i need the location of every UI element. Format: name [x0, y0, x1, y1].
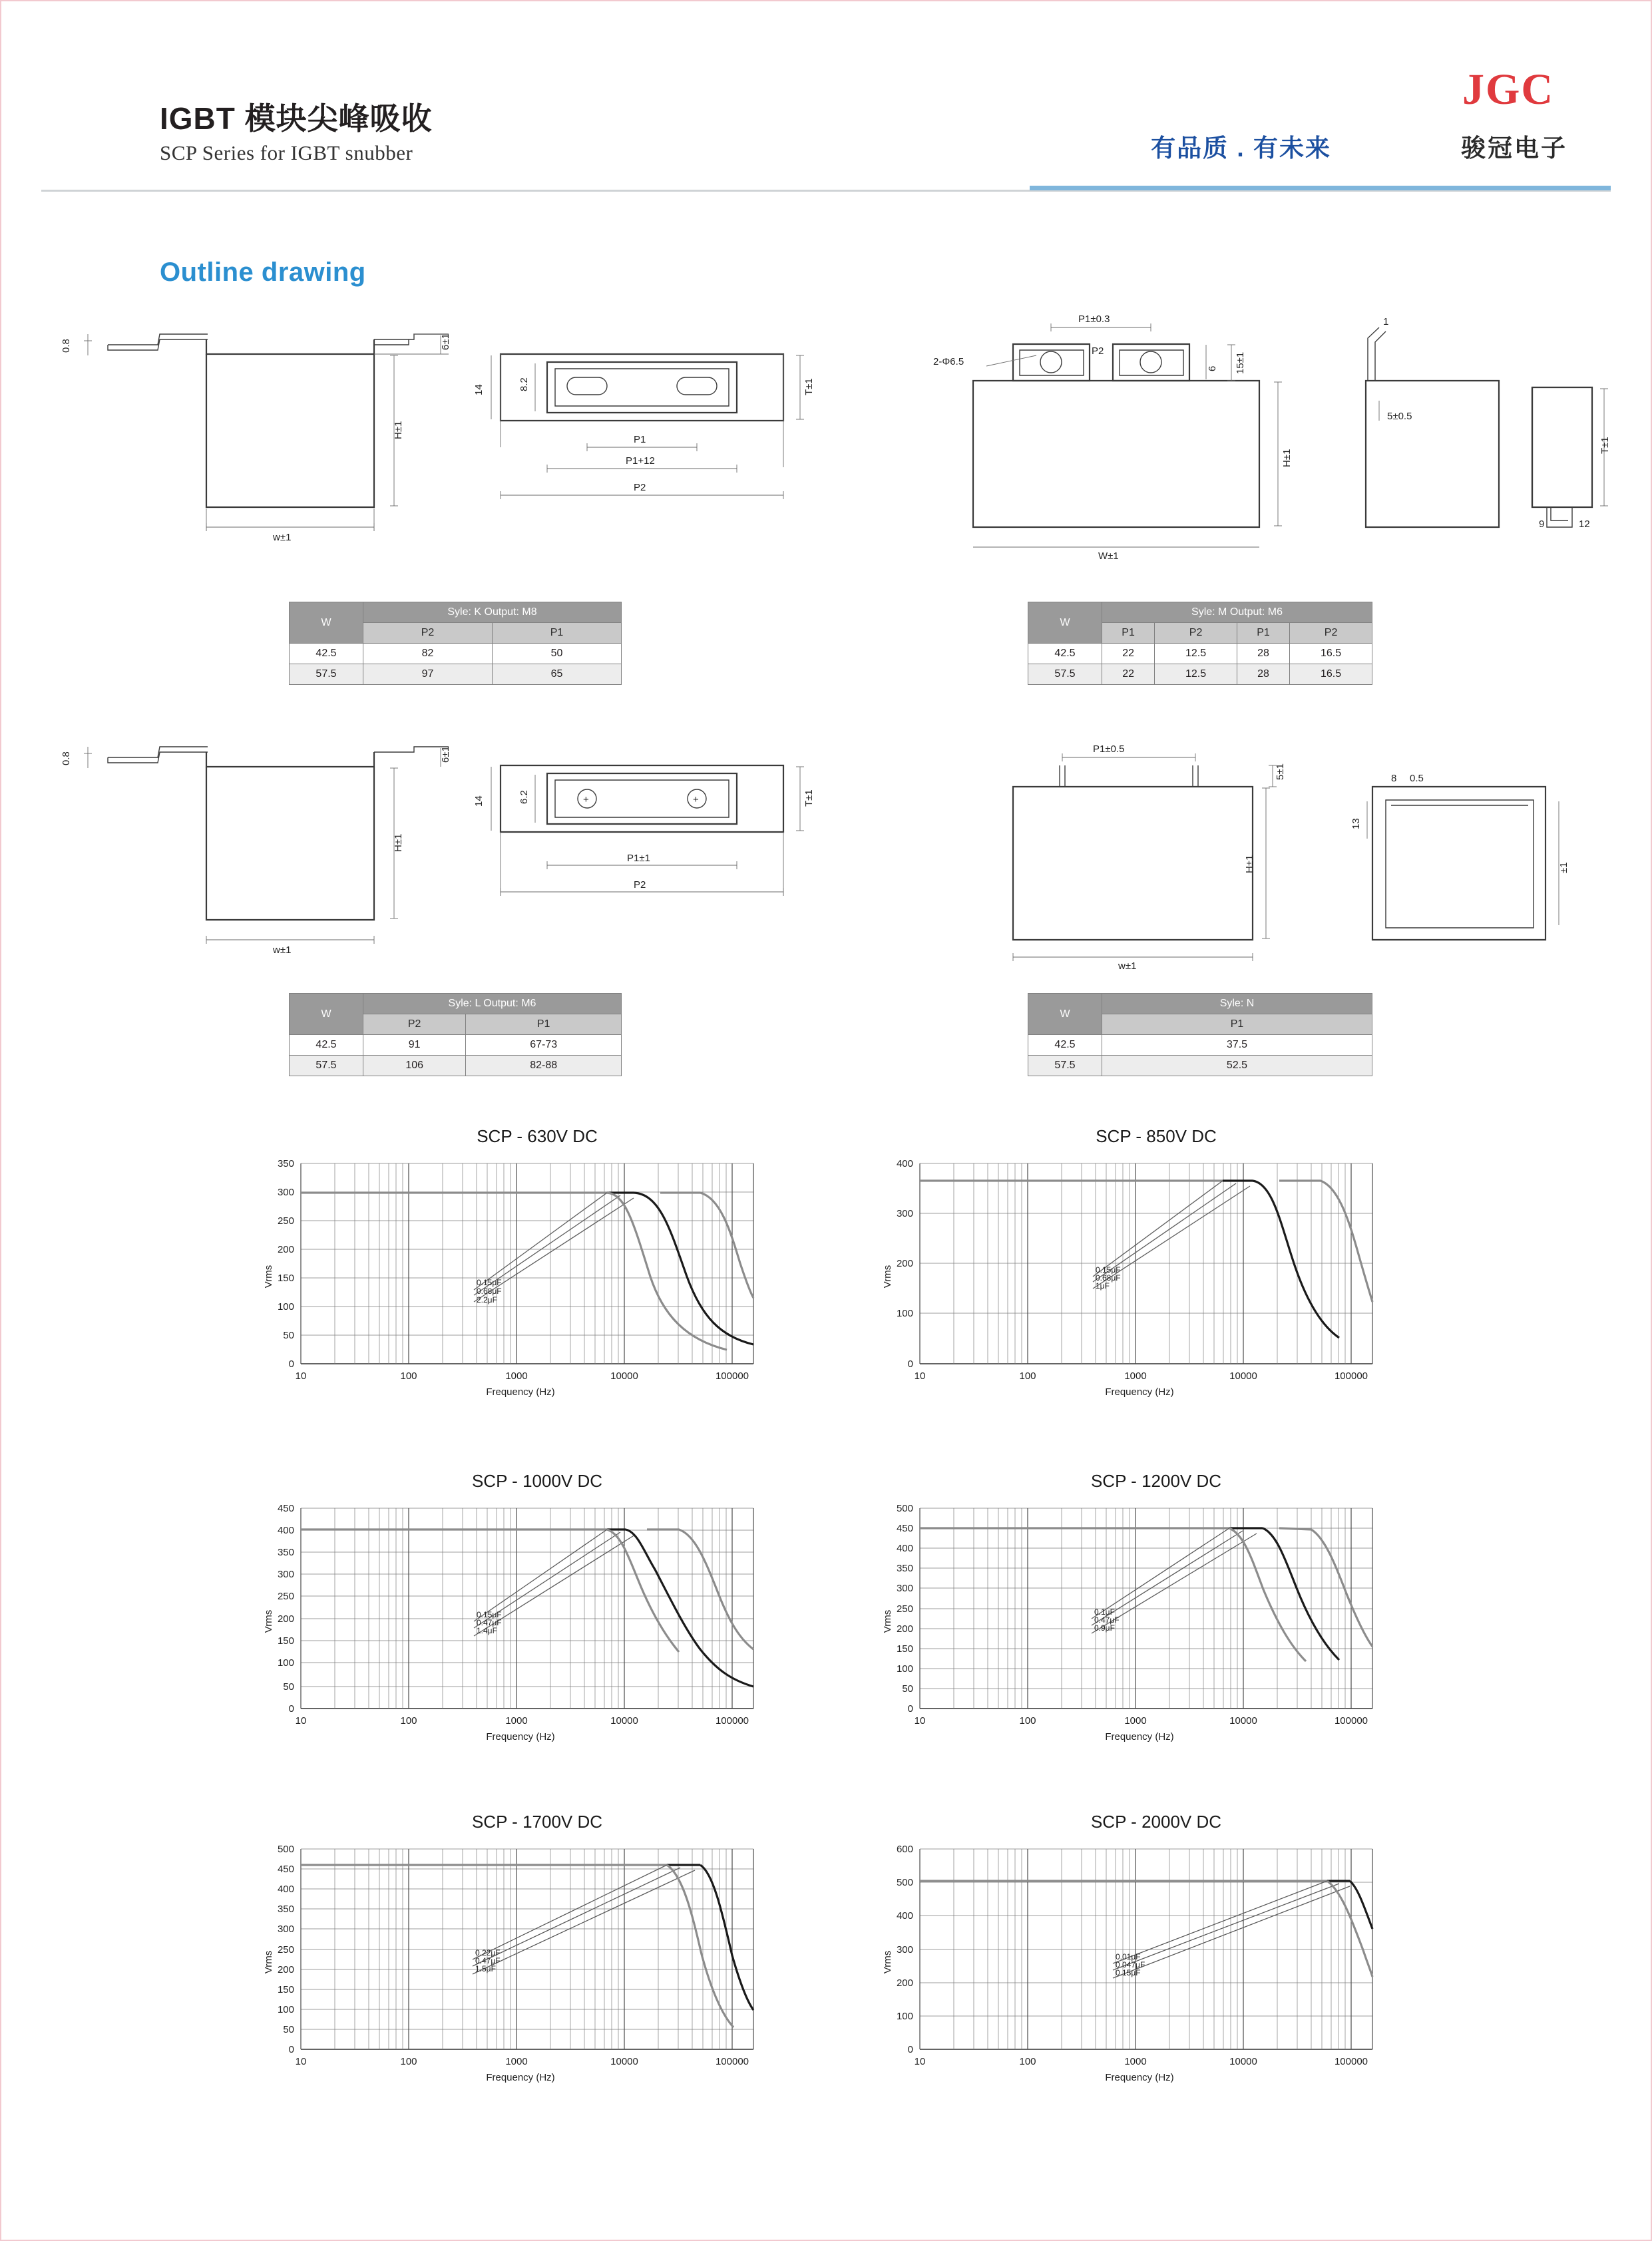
svg-text:250: 250: [277, 1944, 294, 1955]
cell: 28: [1237, 644, 1289, 664]
svg-text:150: 150: [277, 1635, 294, 1647]
svg-text:100: 100: [1019, 1370, 1036, 1382]
svg-text:H±1: H±1: [1281, 449, 1293, 467]
drawing-style-n: [960, 740, 1612, 972]
svg-text:0.47μF: 0.47μF: [1094, 1615, 1120, 1625]
svg-text:H±1: H±1: [1244, 855, 1255, 873]
cell: 42.5: [1028, 1035, 1102, 1056]
page-header: [1, 1, 1651, 194]
svg-text:150: 150: [896, 1643, 913, 1655]
svg-text:9: 9: [1539, 518, 1545, 530]
table-k-col-w: W: [290, 602, 363, 644]
cell: 57.5: [1028, 664, 1102, 685]
svg-text:100: 100: [896, 1663, 913, 1675]
svg-text:1000: 1000: [1124, 1715, 1147, 1727]
page-title-cn: IGBT 模块尖峰吸收: [160, 101, 433, 136]
svg-text:100: 100: [1019, 2056, 1036, 2067]
svg-text:10: 10: [914, 2056, 926, 2067]
table-l-sub: P1: [466, 1014, 622, 1035]
svg-text:300: 300: [277, 1569, 294, 1580]
table-m-title: Syle: M Output: M6: [1102, 602, 1372, 623]
svg-text:400: 400: [896, 1158, 913, 1169]
svg-text:+: +: [583, 794, 589, 805]
cell: 42.5: [290, 1035, 363, 1056]
table-m-sub: P2: [1290, 623, 1372, 644]
svg-text:0.15μF: 0.15μF: [1096, 1265, 1121, 1275]
cell: 97: [363, 664, 493, 685]
svg-text:500: 500: [277, 1844, 294, 1855]
section-title: Outline drawing: [160, 258, 366, 287]
svg-text:Frequency (Hz): Frequency (Hz): [486, 2072, 555, 2083]
svg-text:400: 400: [896, 1910, 913, 1922]
svg-text:H±1: H±1: [393, 833, 404, 852]
table-n-col-w: W: [1028, 994, 1102, 1035]
svg-text:400: 400: [277, 1525, 294, 1536]
svg-text:2.2μF: 2.2μF: [477, 1295, 497, 1305]
svg-text:T±1: T±1: [803, 789, 815, 807]
table-style-k: [289, 602, 622, 685]
svg-text:P1±0.3: P1±0.3: [1078, 313, 1110, 325]
table-m-sub: P1: [1102, 623, 1155, 644]
chart-scp-630v: [261, 1126, 813, 1472]
svg-text:0.47μF: 0.47μF: [475, 1956, 501, 1965]
svg-text:100: 100: [400, 1715, 417, 1727]
table-row: [1028, 644, 1372, 664]
svg-text:50: 50: [902, 1683, 913, 1695]
table-m-sub: P2: [1155, 623, 1237, 644]
svg-text:Vrms: Vrms: [882, 1265, 893, 1289]
svg-text:10000: 10000: [1229, 1370, 1257, 1382]
svg-text:0.8: 0.8: [61, 751, 72, 765]
chart-scp-1000v: [261, 1471, 813, 1817]
svg-text:10000: 10000: [1229, 1715, 1257, 1727]
svg-text:15±1: 15±1: [1235, 351, 1246, 374]
svg-text:Vrms: Vrms: [882, 1950, 893, 1974]
table-m-col-w: W: [1028, 602, 1102, 644]
svg-text:10: 10: [914, 1715, 926, 1727]
svg-text:P1±1: P1±1: [627, 853, 650, 864]
svg-text:100: 100: [400, 2056, 417, 2067]
svg-text:600: 600: [896, 1844, 913, 1855]
cell: 57.5: [290, 664, 363, 685]
svg-text:350: 350: [277, 1904, 294, 1915]
svg-text:6: 6: [1207, 365, 1218, 371]
svg-text:P2: P2: [634, 879, 646, 891]
svg-text:500: 500: [896, 1503, 913, 1514]
svg-text:10000: 10000: [610, 1370, 638, 1382]
svg-text:Frequency (Hz): Frequency (Hz): [486, 1386, 555, 1398]
svg-text:0: 0: [288, 1703, 294, 1715]
table-k-title: Syle: K Output: M8: [363, 602, 622, 623]
table-row: [1028, 664, 1372, 685]
svg-text:1000: 1000: [505, 1715, 528, 1727]
svg-text:300: 300: [277, 1924, 294, 1935]
svg-text:0: 0: [907, 2044, 913, 2055]
svg-text:200: 200: [896, 1258, 913, 1269]
svg-text:10: 10: [295, 2056, 307, 2067]
svg-text:300: 300: [896, 1583, 913, 1594]
cell: 91: [363, 1035, 466, 1056]
table-style-n: [1028, 993, 1372, 1076]
svg-text:5±1: 5±1: [1275, 763, 1286, 780]
table-n-title: Syle: N: [1102, 994, 1372, 1014]
svg-text:50: 50: [283, 1681, 294, 1693]
svg-text:100000: 100000: [715, 1715, 749, 1727]
svg-text:Frequency (Hz): Frequency (Hz): [1105, 2072, 1174, 2083]
svg-text:250: 250: [277, 1215, 294, 1227]
svg-text:Vrms: Vrms: [263, 1950, 274, 1974]
svg-text:200: 200: [277, 1613, 294, 1625]
svg-text:1.4μF: 1.4μF: [477, 1626, 497, 1635]
cell: 16.5: [1290, 644, 1372, 664]
svg-text:14: 14: [473, 795, 485, 807]
svg-text:100000: 100000: [715, 2056, 749, 2067]
chart-title: SCP - 2000V DC: [1090, 1812, 1222, 1832]
svg-text:1: 1: [1383, 316, 1389, 327]
cell: 22: [1102, 664, 1155, 685]
drawing-style-l: [41, 727, 860, 966]
svg-text:400: 400: [896, 1543, 913, 1554]
svg-text:100: 100: [277, 2004, 294, 2015]
table-row: [290, 664, 622, 685]
table-l-col-w: W: [290, 994, 363, 1035]
svg-text:10000: 10000: [610, 1715, 638, 1727]
chart-scp-850v: [880, 1126, 1432, 1472]
svg-text:T±1: T±1: [803, 378, 815, 395]
svg-text:6±1: 6±1: [440, 333, 451, 350]
svg-text:0.68μF: 0.68μF: [1096, 1273, 1121, 1283]
table-row: [1028, 1035, 1372, 1056]
svg-text:450: 450: [277, 1864, 294, 1875]
page-title-en: SCP Series for IGBT snubber: [160, 141, 413, 164]
chart-scp-2000v: [880, 1812, 1432, 2158]
cell: 57.5: [1028, 1056, 1102, 1076]
svg-text:0: 0: [907, 1358, 913, 1370]
svg-text:6±1: 6±1: [440, 746, 451, 763]
svg-text:0.15μF: 0.15μF: [1116, 1968, 1141, 1977]
table-row: [1028, 1056, 1372, 1076]
chart-title: SCP - 850V DC: [1096, 1126, 1217, 1146]
svg-text:13: 13: [1350, 818, 1362, 829]
svg-text:10: 10: [295, 1715, 307, 1727]
svg-text:10000: 10000: [1229, 2056, 1257, 2067]
svg-text:1000: 1000: [1124, 1370, 1147, 1382]
svg-text:w±1: w±1: [1118, 960, 1137, 972]
svg-text:100000: 100000: [1334, 2056, 1368, 2067]
svg-text:H±1: H±1: [393, 421, 404, 439]
svg-text:500: 500: [896, 1877, 913, 1888]
svg-text:100: 100: [277, 1301, 294, 1313]
svg-text:T±1: T±1: [1599, 437, 1611, 454]
svg-text:0.047μF: 0.047μF: [1116, 1960, 1145, 1969]
cell: 22: [1102, 644, 1155, 664]
chart-title: SCP - 1700V DC: [471, 1812, 603, 1832]
drawing-style-k: [41, 314, 860, 560]
table-k-sub-p2: P2: [363, 623, 493, 644]
svg-text:Frequency (Hz): Frequency (Hz): [1105, 1731, 1174, 1742]
chart-title: SCP - 630V DC: [477, 1126, 598, 1146]
cell: 65: [493, 664, 622, 685]
cell: 82-88: [466, 1056, 622, 1076]
cell: 16.5: [1290, 664, 1372, 685]
svg-text:200: 200: [896, 1977, 913, 1989]
svg-text:100: 100: [1019, 1715, 1036, 1727]
cell: 42.5: [1028, 644, 1102, 664]
svg-text:150: 150: [277, 1273, 294, 1284]
svg-text:300: 300: [896, 1208, 913, 1219]
svg-text:Frequency (Hz): Frequency (Hz): [486, 1731, 555, 1742]
svg-text:8: 8: [1391, 773, 1397, 784]
svg-text:100000: 100000: [715, 1370, 749, 1382]
svg-text:P2: P2: [634, 482, 646, 493]
cell: 52.5: [1102, 1056, 1372, 1076]
svg-text:200: 200: [277, 1244, 294, 1255]
svg-text:0.15μF: 0.15μF: [477, 1610, 502, 1619]
svg-text:0: 0: [288, 2044, 294, 2055]
cell: 82: [363, 644, 493, 664]
svg-text:Vrms: Vrms: [882, 1609, 893, 1633]
svg-text:w±1: w±1: [273, 944, 292, 956]
svg-text:0.15μF: 0.15μF: [477, 1278, 502, 1287]
table-m-sub: P1: [1237, 623, 1289, 644]
cell: 37.5: [1102, 1035, 1372, 1056]
svg-text:Vrms: Vrms: [263, 1265, 274, 1289]
svg-text:Frequency (Hz): Frequency (Hz): [1105, 1386, 1174, 1398]
svg-text:250: 250: [277, 1591, 294, 1602]
chart-title: SCP - 1200V DC: [1090, 1471, 1222, 1491]
svg-text:0.8: 0.8: [61, 339, 72, 353]
svg-text:1000: 1000: [505, 1370, 528, 1382]
svg-text:400: 400: [277, 1884, 294, 1895]
svg-text:350: 350: [277, 1158, 294, 1169]
svg-text:0.01μF: 0.01μF: [1116, 1952, 1141, 1961]
svg-text:100: 100: [400, 1370, 417, 1382]
svg-text:1μF: 1μF: [1096, 1281, 1110, 1291]
svg-text:100: 100: [277, 1657, 294, 1669]
cell: 67-73: [466, 1035, 622, 1056]
svg-text:50: 50: [283, 2024, 294, 2035]
svg-text:P1+12: P1+12: [626, 455, 655, 467]
cell: 50: [493, 644, 622, 664]
cell: 106: [363, 1056, 466, 1076]
drawing-style-m: [913, 307, 1612, 562]
svg-text:P1: P1: [634, 434, 646, 445]
cell: 12.5: [1155, 664, 1237, 685]
svg-text:200: 200: [277, 1964, 294, 1975]
svg-text:10: 10: [295, 1370, 307, 1382]
svg-text:100000: 100000: [1334, 1370, 1368, 1382]
svg-text:450: 450: [277, 1503, 294, 1514]
svg-text:100: 100: [896, 1308, 913, 1319]
chart-scp-1200v: [880, 1471, 1432, 1817]
chart-scp-1700v: [261, 1812, 813, 2158]
slogan-cn: 有品质 . 有未来: [1151, 134, 1331, 162]
svg-text:250: 250: [896, 1603, 913, 1615]
table-row: [290, 1056, 622, 1076]
svg-text:350: 350: [896, 1563, 913, 1574]
svg-text:0: 0: [907, 1703, 913, 1715]
svg-text:0.9μF: 0.9μF: [1094, 1623, 1115, 1633]
svg-text:200: 200: [896, 1623, 913, 1635]
header-divider-accent: [1030, 186, 1611, 190]
svg-text:450: 450: [896, 1523, 913, 1534]
company-name-cn: 骏冠电子: [1461, 134, 1567, 162]
svg-text:150: 150: [277, 1984, 294, 1995]
svg-text:100: 100: [896, 2011, 913, 2022]
table-k-sub-p1: P1: [493, 623, 622, 644]
svg-text:14: 14: [473, 384, 485, 395]
svg-text:100000: 100000: [1334, 1715, 1368, 1727]
svg-text:±1: ±1: [1558, 862, 1569, 873]
table-style-l: [289, 993, 622, 1076]
table-l-sub: P2: [363, 1014, 466, 1035]
svg-text:P2: P2: [1092, 345, 1104, 357]
svg-text:Vrms: Vrms: [263, 1609, 274, 1633]
svg-text:12: 12: [1579, 518, 1590, 530]
svg-text:0: 0: [288, 1358, 294, 1370]
svg-text:W±1: W±1: [1098, 550, 1119, 562]
cell: 28: [1237, 664, 1289, 685]
cell: 42.5: [290, 644, 363, 664]
svg-text:10000: 10000: [610, 2056, 638, 2067]
chart-title: SCP - 1000V DC: [471, 1471, 603, 1491]
svg-text:0.5: 0.5: [1410, 773, 1424, 784]
svg-text:0.47μF: 0.47μF: [477, 1618, 502, 1627]
svg-text:0.1μF: 0.1μF: [1094, 1607, 1115, 1617]
svg-text:2-Φ6.5: 2-Φ6.5: [933, 356, 964, 367]
table-l-title: Syle: L Output: M6: [363, 994, 622, 1014]
svg-text:w±1: w±1: [273, 532, 292, 543]
svg-text:8.2: 8.2: [518, 377, 530, 391]
table-row: [290, 1035, 622, 1056]
svg-text:300: 300: [896, 1944, 913, 1955]
table-n-sub: P1: [1102, 1014, 1372, 1035]
svg-text:350: 350: [277, 1547, 294, 1558]
svg-text:0.22μF: 0.22μF: [475, 1948, 501, 1957]
cell: 57.5: [290, 1056, 363, 1076]
svg-text:0.68μF: 0.68μF: [477, 1287, 502, 1296]
svg-text:1.5μF: 1.5μF: [475, 1964, 496, 1973]
logo: JGC: [1462, 65, 1554, 114]
svg-text:5±0.5: 5±0.5: [1387, 411, 1412, 422]
svg-text:1000: 1000: [505, 2056, 528, 2067]
svg-text:10: 10: [914, 1370, 926, 1382]
svg-text:+: +: [693, 794, 699, 805]
svg-text:300: 300: [277, 1187, 294, 1198]
cell: 12.5: [1155, 644, 1237, 664]
svg-text:50: 50: [283, 1330, 294, 1341]
svg-text:6.2: 6.2: [518, 790, 530, 804]
svg-text:1000: 1000: [1124, 2056, 1147, 2067]
table-style-m: [1028, 602, 1372, 685]
table-row: [290, 644, 622, 664]
svg-text:P1±0.5: P1±0.5: [1093, 743, 1125, 755]
